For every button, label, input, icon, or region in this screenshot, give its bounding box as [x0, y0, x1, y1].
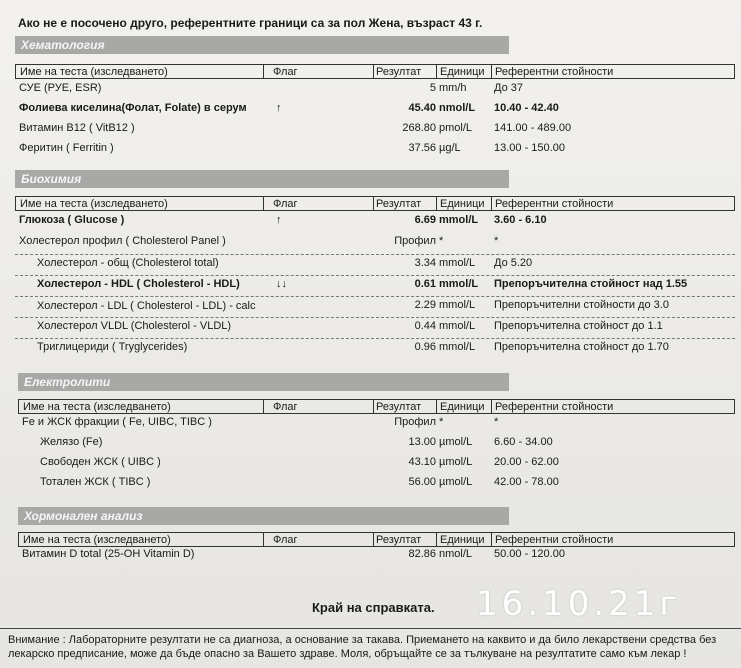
units-value: µmol/L: [439, 436, 473, 448]
result-value: 0.96: [414, 341, 436, 353]
column-divider: [436, 399, 437, 414]
column-header-name: Име на теста (изследването): [20, 198, 168, 210]
units-value: mmol/L: [439, 299, 476, 311]
table-row: [18, 414, 735, 431]
section-title: Биохимия: [15, 170, 509, 188]
units-value: mmol/L: [439, 278, 479, 290]
table-row: [15, 100, 735, 117]
reference-value: 13.00 - 150.00: [494, 142, 565, 154]
test-name: Холестерол - LDL ( Cholesterol - LDL) - calc: [37, 300, 256, 312]
units-value: mmol/L: [439, 214, 479, 226]
section-title: Електролити: [18, 373, 509, 391]
reference-value: Препоръчителна стойност над 1.55: [494, 278, 688, 290]
result-value: 56.00: [408, 476, 436, 488]
test-name: Fe и ЖСК фракции ( Fe, UIBC, TIBC ): [22, 416, 212, 428]
column-header-result: Резултат: [376, 198, 422, 210]
units-value: mmol/L: [439, 320, 476, 332]
units-value: nmol/L: [439, 548, 473, 560]
reference-value: 42.00 - 78.00: [494, 476, 559, 488]
test-name: Свободен ЖСК ( UIBC ): [40, 456, 161, 468]
test-name: Холестерол VLDL (Cholesterol - VLDL): [37, 320, 232, 332]
column-header-reference: Референтни стойности: [495, 198, 614, 210]
reference-value: До 5.20: [494, 257, 533, 269]
table-row: [15, 296, 735, 314]
table-header: [18, 532, 735, 547]
table-header: [18, 399, 735, 414]
column-header-flag: Флаг: [273, 198, 298, 210]
column-header-units: Единици: [440, 198, 485, 210]
result-value: 82.86: [408, 548, 436, 560]
column-divider: [491, 64, 492, 79]
test-name: Желязо (Fe): [40, 436, 103, 448]
reference-value: 6.60 - 34.00: [494, 436, 553, 448]
column-divider: [373, 196, 374, 211]
table-row: [15, 80, 735, 97]
column-divider: [373, 532, 374, 547]
reference-value: 10.40 - 42.40: [494, 102, 559, 114]
table-row: [18, 474, 735, 491]
result-value: 43.10: [408, 456, 436, 468]
column-divider: [436, 64, 437, 79]
flag-indicator: ↑: [276, 102, 282, 114]
test-name: СУЕ (РУЕ, ESR): [19, 82, 102, 94]
units-value: mm/h: [439, 82, 467, 94]
table-row: [15, 212, 735, 229]
units-value: µmol/L: [439, 456, 473, 468]
table-row: [18, 454, 735, 471]
result-value: 3.34: [414, 257, 436, 269]
warning-line-1: Внимание : Лабораторните резултати не са диагноза, а основание за такава. Приемането на каквито и да било лекарствени средства без: [8, 634, 717, 646]
table-row: [15, 317, 735, 335]
column-header-flag: Флаг: [273, 66, 298, 78]
flag-indicator: ↓↓: [276, 278, 287, 290]
table-row: [18, 434, 735, 451]
table-row: [15, 275, 735, 293]
result-value: 0.61: [414, 278, 436, 290]
result-value: Профил: [394, 235, 436, 247]
column-header-reference: Референтни стойности: [495, 66, 614, 78]
section-title: Хормонален анализ: [18, 507, 509, 525]
reference-value: 20.00 - 62.00: [494, 456, 559, 468]
reference-value: Препоръчителни стойности до 3.0: [494, 299, 669, 311]
column-header-result: Резултат: [376, 401, 422, 413]
column-divider: [491, 399, 492, 414]
result-value: Профил: [394, 416, 436, 428]
column-divider: [491, 532, 492, 547]
column-divider: [263, 196, 264, 211]
warning-line-2: лекарско предписание, може да бъде опасно за Вашето здраве. Моля, обръщайте се за тълкуване на резултатите само към лекар !: [8, 648, 687, 660]
test-name: Глюкоза ( Glucose ): [19, 214, 125, 226]
result-value: 6.69: [414, 214, 436, 226]
test-name: Триглицериди ( Tryglycerides): [37, 341, 188, 353]
section-title: Хематология: [15, 36, 509, 54]
handwritten-date: 16.10.21г: [476, 584, 682, 624]
reference-value: *: [494, 416, 499, 428]
table-row: [18, 546, 735, 563]
column-header-units: Единици: [440, 401, 485, 413]
flag-indicator: ↑: [276, 214, 282, 226]
reference-value: 141.00 - 489.00: [494, 122, 572, 134]
test-name: Фолиева киселина(Фолат, Folate) в серум: [19, 102, 247, 114]
column-divider: [263, 64, 264, 79]
column-header-reference: Референтни стойности: [495, 401, 614, 413]
result-value: 13.00: [408, 436, 436, 448]
test-name: Холестерол - HDL ( Cholesterol - HDL): [37, 278, 240, 290]
test-name: Холестерол профил ( Cholesterol Panel ): [19, 235, 226, 247]
column-header-name: Име на теста (изследването): [23, 534, 171, 546]
result-value: 0.44: [414, 320, 436, 332]
column-header-result: Резултат: [376, 66, 422, 78]
column-divider: [263, 399, 264, 414]
table-row: [15, 254, 735, 272]
units-value: nmol/L: [439, 102, 476, 114]
table-header: [15, 196, 735, 211]
result-value: 268.80: [402, 122, 436, 134]
result-value: 37.56: [408, 142, 436, 154]
reference-intro: Ако не е посочено друго, референтните граници са за пол Жена, възраст 43 г.: [18, 16, 483, 30]
column-divider: [491, 196, 492, 211]
units-value: µmol/L: [439, 476, 473, 488]
result-value: 2.29: [414, 299, 436, 311]
column-divider: [373, 399, 374, 414]
units-value: *: [439, 235, 444, 247]
reference-value: 3.60 - 6.10: [494, 214, 547, 226]
column-header-units: Единици: [440, 66, 485, 78]
units-value: pmol/L: [439, 122, 473, 134]
column-header-name: Име на теста (изследването): [20, 66, 168, 78]
units-value: mmol/L: [439, 257, 476, 269]
column-header-units: Единици: [440, 534, 485, 546]
table-row: [15, 140, 735, 157]
test-name: Витамин B12 ( VitB12 ): [19, 122, 135, 134]
units-value: mmol/L: [439, 341, 476, 353]
test-name: Тотален ЖСК ( TIBC ): [40, 476, 151, 488]
column-divider: [373, 64, 374, 79]
end-of-report: Край на справката.: [312, 600, 435, 615]
table-row: [15, 338, 735, 356]
column-header-name: Име на теста (изследването): [23, 401, 171, 413]
column-header-flag: Флаг: [273, 534, 298, 546]
column-divider: [436, 196, 437, 211]
reference-value: *: [494, 235, 499, 247]
reference-value: Препоръчителна стойност до 1.70: [494, 341, 669, 353]
units-value: *: [439, 416, 444, 428]
test-name: Холестерол - общ (Cholesterol total): [37, 257, 219, 269]
table-header: [15, 64, 735, 79]
units-value: µg/L: [439, 142, 461, 154]
column-divider: [436, 532, 437, 547]
result-value: 45.40: [408, 102, 436, 114]
table-row: [15, 233, 735, 250]
warning-notice: [0, 628, 741, 668]
reference-value: До 37: [494, 82, 523, 94]
test-name: Витамин D total (25-OH Vitamin D): [22, 548, 195, 560]
column-header-reference: Референтни стойности: [495, 534, 614, 546]
column-header-result: Резултат: [376, 534, 422, 546]
table-row: [15, 120, 735, 137]
column-divider: [263, 532, 264, 547]
test-name: Феритин ( Ferritin ): [19, 142, 114, 154]
column-header-flag: Флаг: [273, 401, 298, 413]
result-value: 5: [429, 82, 436, 94]
reference-value: Препоръчителна стойност до 1.1: [494, 320, 663, 332]
reference-value: 50.00 - 120.00: [494, 548, 565, 560]
